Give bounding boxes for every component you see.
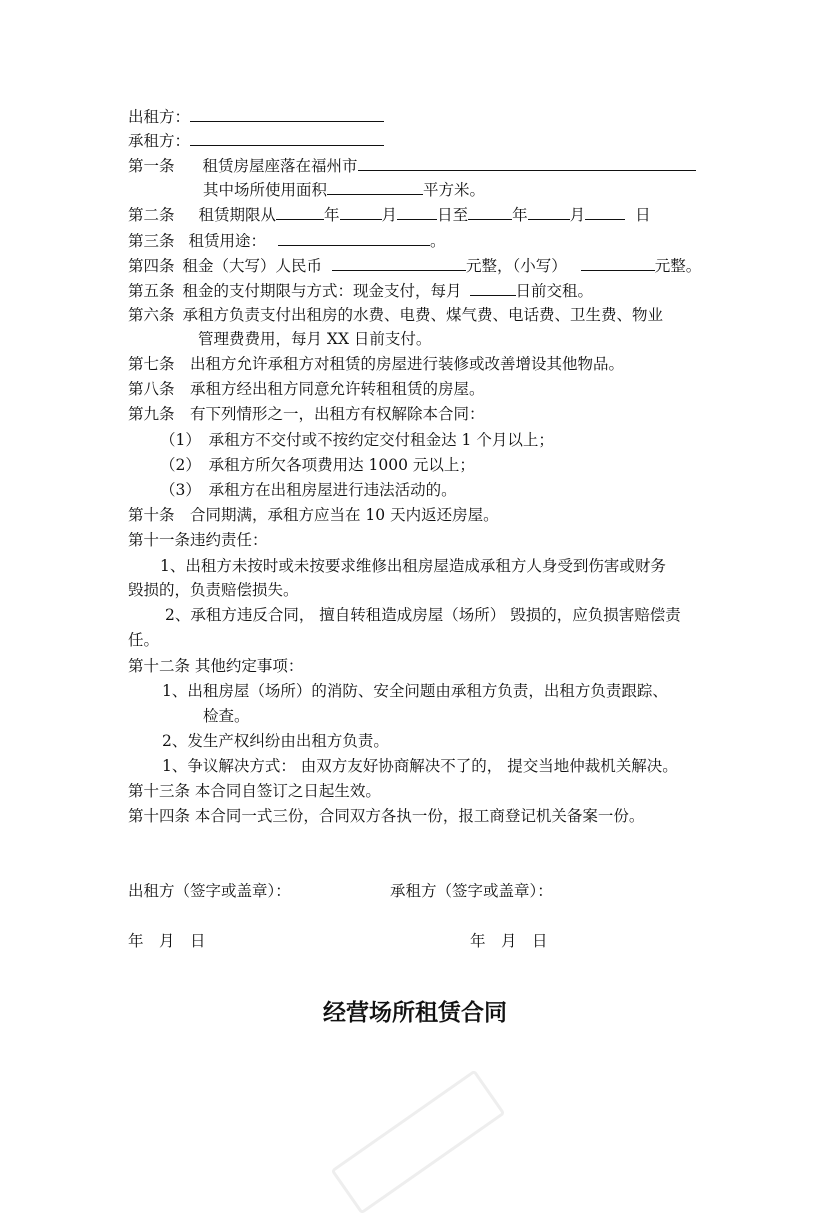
blank <box>397 204 437 220</box>
rent-lower-blank <box>581 255 655 271</box>
lessee-date: 年 月 日 <box>470 932 548 950</box>
article-9: 第九条 有下列情形之一，出租方有权解除本合同： <box>128 405 485 423</box>
article-label: 第二条 <box>128 206 175 224</box>
article-5 <box>128 280 593 301</box>
lessor-line <box>128 106 384 127</box>
article-6-line-2: 管理费费用，每月 XX 日前支付。 <box>198 330 432 348</box>
article-label: 第四条 <box>128 257 175 275</box>
lessor-label: 出租方： <box>128 108 191 126</box>
article-9-item-2: （2） 承租方所欠各项费用达 1000 元以上； <box>160 456 475 474</box>
article-11-item-2: 2、承租方违反合同， 擅自转租造成房屋（场所） 毁损的，应负损害赔偿责 <box>165 606 681 624</box>
article-11-item-1-cont: 毁损的，负责赔偿损失。 <box>128 581 299 599</box>
rent-mid: 元整，（小写） <box>466 257 567 275</box>
article-12-item-1: 1、出租房屋（场所）的消防、安全问题由承租方负责，出租方负责跟踪、 <box>162 682 668 700</box>
article-1 <box>128 155 696 176</box>
address-blank <box>358 155 696 171</box>
pay-day-blank <box>470 280 516 296</box>
period: 。 <box>430 232 446 250</box>
lessee-blank <box>190 130 384 146</box>
article-12-item-1-cont: 检查。 <box>203 707 250 725</box>
article-text: 租赁期限从 <box>198 206 277 224</box>
rent-end: 元整。 <box>654 257 702 275</box>
month-label: 月 <box>569 206 586 224</box>
article-6 <box>128 305 663 325</box>
year-label: 年 <box>324 206 340 224</box>
rent-upper-blank <box>332 255 466 271</box>
area-blank <box>327 179 423 195</box>
blank <box>276 204 324 220</box>
lessee-label: 承租方： <box>128 132 191 150</box>
article-label: 第五条 <box>128 282 175 300</box>
article-14: 第十四条 本合同一式三份，合同双方各执一份，报工商登记机关备案一份。 <box>128 807 645 825</box>
month-label: 月 <box>381 206 398 224</box>
article-9-item-1: （1） 承租方不交付或不按约定交付租金达 1 个月以上； <box>160 431 554 449</box>
article-1-area <box>203 179 485 200</box>
article-text: 租赁用途： <box>188 232 267 250</box>
area-label: 其中场所使用面积 <box>203 181 328 199</box>
lessor-blank <box>190 106 384 122</box>
article-9-item-3: （3） 承租方在出租房屋进行违法活动的。 <box>160 481 457 499</box>
article-text: 承租方负责支付出租房的水费、电费、煤气费、电话费、卫生费、物业 <box>182 306 664 324</box>
article-8: 第八条 承租方经出租方同意允许转租租赁的房屋。 <box>128 380 485 398</box>
article-11-item-1: 1、出租方未按时或未按要求维修出租房屋造成承租方人身受到伤害或财务 <box>160 557 666 575</box>
lessor-date: 年 月 日 <box>128 932 206 950</box>
article-12-item-3: 1、争议解决方式： 由双方友好协商解决不了的， 提交当地仲裁机关解决。 <box>162 757 678 775</box>
pay-end: 日前交租。 <box>515 282 594 300</box>
article-12: 第十二条 其他约定事项： <box>128 657 304 675</box>
document-title: 经营场所租赁合同 <box>323 1000 507 1026</box>
year-label: 年 <box>512 206 528 224</box>
usage-blank <box>278 230 430 246</box>
area-unit: 平方米。 <box>423 181 486 199</box>
watermark <box>330 1069 505 1214</box>
lessee-signature: 承租方（签字或盖章）： <box>390 882 553 900</box>
blank <box>340 204 382 220</box>
article-text: 租金的支付期限与方式：现金支付，每月 <box>182 282 462 300</box>
article-11: 第十一条违约责任： <box>128 531 268 549</box>
article-text: 租金（大写）人民币 <box>182 257 323 275</box>
blank <box>585 204 625 220</box>
article-3 <box>128 230 446 251</box>
blank <box>528 204 570 220</box>
article-12-item-2: 2、发生产权纠纷由出租方负责。 <box>162 732 389 750</box>
day-to-label: 日至 <box>437 206 469 224</box>
article-label: 第一条 <box>128 157 175 175</box>
article-11-item-2-cont: 任。 <box>128 631 160 649</box>
lessee-line <box>128 130 384 151</box>
article-2 <box>128 204 651 225</box>
day-label: 日 <box>635 206 651 224</box>
article-13: 第十三条 本合同自签订之日起生效。 <box>128 782 381 800</box>
article-7: 第七条 出租方允许承租方对租赁的房屋进行装修或改善增设其他物品。 <box>128 355 625 373</box>
article-text: 租赁房屋座落在福州市 <box>202 157 358 175</box>
article-label: 第六条 <box>128 306 175 324</box>
lessor-signature: 出租方（签字或盖章）： <box>128 882 291 900</box>
blank <box>468 204 512 220</box>
article-4 <box>128 255 701 276</box>
article-label: 第三条 <box>128 232 175 250</box>
article-10: 第十条 合同期满，承租方应当在 10 天内返还房屋。 <box>128 506 499 524</box>
